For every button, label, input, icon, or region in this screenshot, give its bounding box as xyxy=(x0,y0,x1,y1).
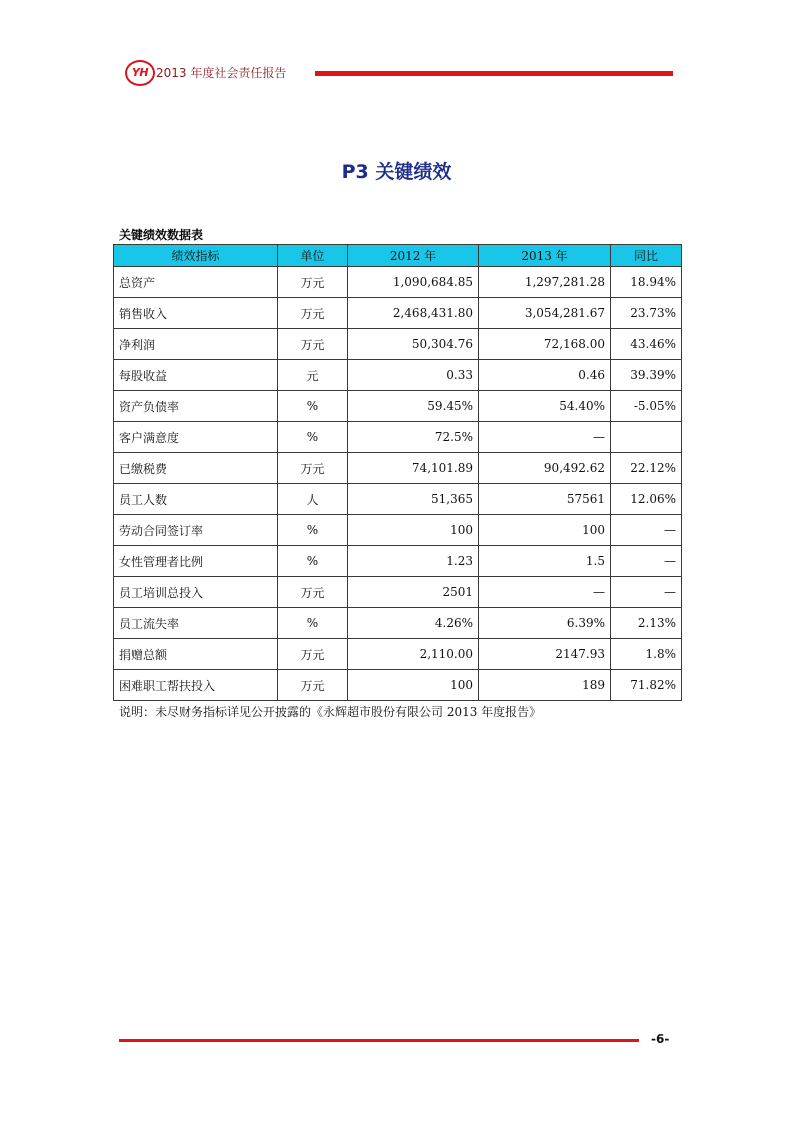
yoy-cell: 18.94% xyxy=(611,267,682,298)
yoy-cell: — xyxy=(611,577,682,608)
yoy-cell: 1.8% xyxy=(611,639,682,670)
table-row xyxy=(114,639,682,670)
value-2012-cell: 51,365 xyxy=(348,484,479,515)
page-title: P3 关键绩效 xyxy=(341,161,452,183)
value-2012-cell: 2,110.00 xyxy=(348,639,479,670)
indicator-cell: 每股收益 xyxy=(114,360,278,391)
yoy-cell xyxy=(611,422,682,453)
value-2012-cell: 0.33 xyxy=(348,360,479,391)
table-row xyxy=(114,267,682,298)
table-row xyxy=(114,422,682,453)
indicator-cell: 员工流失率 xyxy=(114,608,278,639)
indicator-cell: 销售收入 xyxy=(114,298,278,329)
indicator-cell: 劳动合同签订率 xyxy=(114,515,278,546)
indicator-cell: 客户满意度 xyxy=(114,422,278,453)
table-row xyxy=(114,577,682,608)
value-2013-cell: 100 xyxy=(479,515,611,546)
value-2013-cell: 1.5 xyxy=(479,546,611,577)
table-header-row xyxy=(114,245,682,267)
value-2013-cell: 2147.93 xyxy=(479,639,611,670)
table-row xyxy=(114,546,682,577)
yoy-cell: 22.12% xyxy=(611,453,682,484)
table-row xyxy=(114,391,682,422)
table-caption: 关键绩效数据表 xyxy=(119,228,204,242)
yoy-cell: — xyxy=(611,515,682,546)
value-2013-cell: 0.46 xyxy=(479,360,611,391)
value-2013-cell: 1,297,281.28 xyxy=(479,267,611,298)
unit-cell: 万元 xyxy=(278,298,348,329)
yoy-cell: 43.46% xyxy=(611,329,682,360)
column-header-unit: 单位 xyxy=(278,245,348,267)
yoy-cell: — xyxy=(611,546,682,577)
unit-cell: % xyxy=(278,546,348,577)
unit-cell: 万元 xyxy=(278,453,348,484)
value-2012-cell: 2,468,431.80 xyxy=(348,298,479,329)
table-row xyxy=(114,484,682,515)
value-2012-cell: 100 xyxy=(348,670,479,701)
value-2012-cell: 100 xyxy=(348,515,479,546)
value-2013-cell: 6.39% xyxy=(479,608,611,639)
indicator-cell: 已缴税费 xyxy=(114,453,278,484)
table-row xyxy=(114,360,682,391)
column-header-2013: 2013 年 xyxy=(479,245,611,267)
yoy-cell: 12.06% xyxy=(611,484,682,515)
unit-cell: 元 xyxy=(278,360,348,391)
table-body xyxy=(114,267,682,701)
unit-cell: % xyxy=(278,422,348,453)
column-header-2012: 2012 年 xyxy=(348,245,479,267)
indicator-cell: 总资产 xyxy=(114,267,278,298)
indicator-cell: 捐赠总额 xyxy=(114,639,278,670)
unit-cell: % xyxy=(278,515,348,546)
value-2013-cell: 72,168.00 xyxy=(479,329,611,360)
value-2012-cell: 59.45% xyxy=(348,391,479,422)
value-2012-cell: 1,090,684.85 xyxy=(348,267,479,298)
value-2012-cell: 2501 xyxy=(348,577,479,608)
indicator-cell: 员工人数 xyxy=(114,484,278,515)
yoy-cell: 23.73% xyxy=(611,298,682,329)
unit-cell: % xyxy=(278,608,348,639)
value-2013-cell: 189 xyxy=(479,670,611,701)
yh-logo: YH xyxy=(125,60,155,86)
page-number: -6- xyxy=(651,1032,670,1046)
value-2012-cell: 72.5% xyxy=(348,422,479,453)
value-2013-cell: — xyxy=(479,577,611,608)
value-2013-cell: 3,054,281.67 xyxy=(479,298,611,329)
yoy-cell: -5.05% xyxy=(611,391,682,422)
value-2013-cell: — xyxy=(479,422,611,453)
table-row xyxy=(114,453,682,484)
yoy-cell: 71.82% xyxy=(611,670,682,701)
column-header-indicator: 绩效指标 xyxy=(114,245,278,267)
unit-cell: 万元 xyxy=(278,329,348,360)
unit-cell: 万元 xyxy=(278,639,348,670)
table-row xyxy=(114,515,682,546)
table-row xyxy=(114,329,682,360)
table-row xyxy=(114,298,682,329)
table-row xyxy=(114,608,682,639)
value-2013-cell: 57561 xyxy=(479,484,611,515)
unit-cell: 万元 xyxy=(278,670,348,701)
indicator-cell: 困难职工帮扶投入 xyxy=(114,670,278,701)
page-header xyxy=(125,58,685,88)
report-title: 2013 年度社会责任报告 xyxy=(156,66,287,80)
value-2012-cell: 74,101.89 xyxy=(348,453,479,484)
value-2012-cell: 1.23 xyxy=(348,546,479,577)
value-2012-cell: 4.26% xyxy=(348,608,479,639)
indicator-cell: 净利润 xyxy=(114,329,278,360)
unit-cell: 万元 xyxy=(278,577,348,608)
column-header-yoy: 同比 xyxy=(611,245,682,267)
footnote: 说明：未尽财务指标详见公开披露的《永辉超市股份有限公司 2013 年度报告》 xyxy=(119,705,542,719)
indicator-cell: 资产负债率 xyxy=(114,391,278,422)
value-2013-cell: 54.40% xyxy=(479,391,611,422)
indicator-cell: 女性管理者比例 xyxy=(114,546,278,577)
unit-cell: % xyxy=(278,391,348,422)
header-divider xyxy=(315,71,673,76)
unit-cell: 万元 xyxy=(278,267,348,298)
yoy-cell: 39.39% xyxy=(611,360,682,391)
kpi-table xyxy=(113,244,682,701)
unit-cell: 人 xyxy=(278,484,348,515)
table-row xyxy=(114,670,682,701)
indicator-cell: 员工培训总投入 xyxy=(114,577,278,608)
footer-divider xyxy=(119,1039,639,1042)
value-2012-cell: 50,304.76 xyxy=(348,329,479,360)
value-2013-cell: 90,492.62 xyxy=(479,453,611,484)
yoy-cell: 2.13% xyxy=(611,608,682,639)
